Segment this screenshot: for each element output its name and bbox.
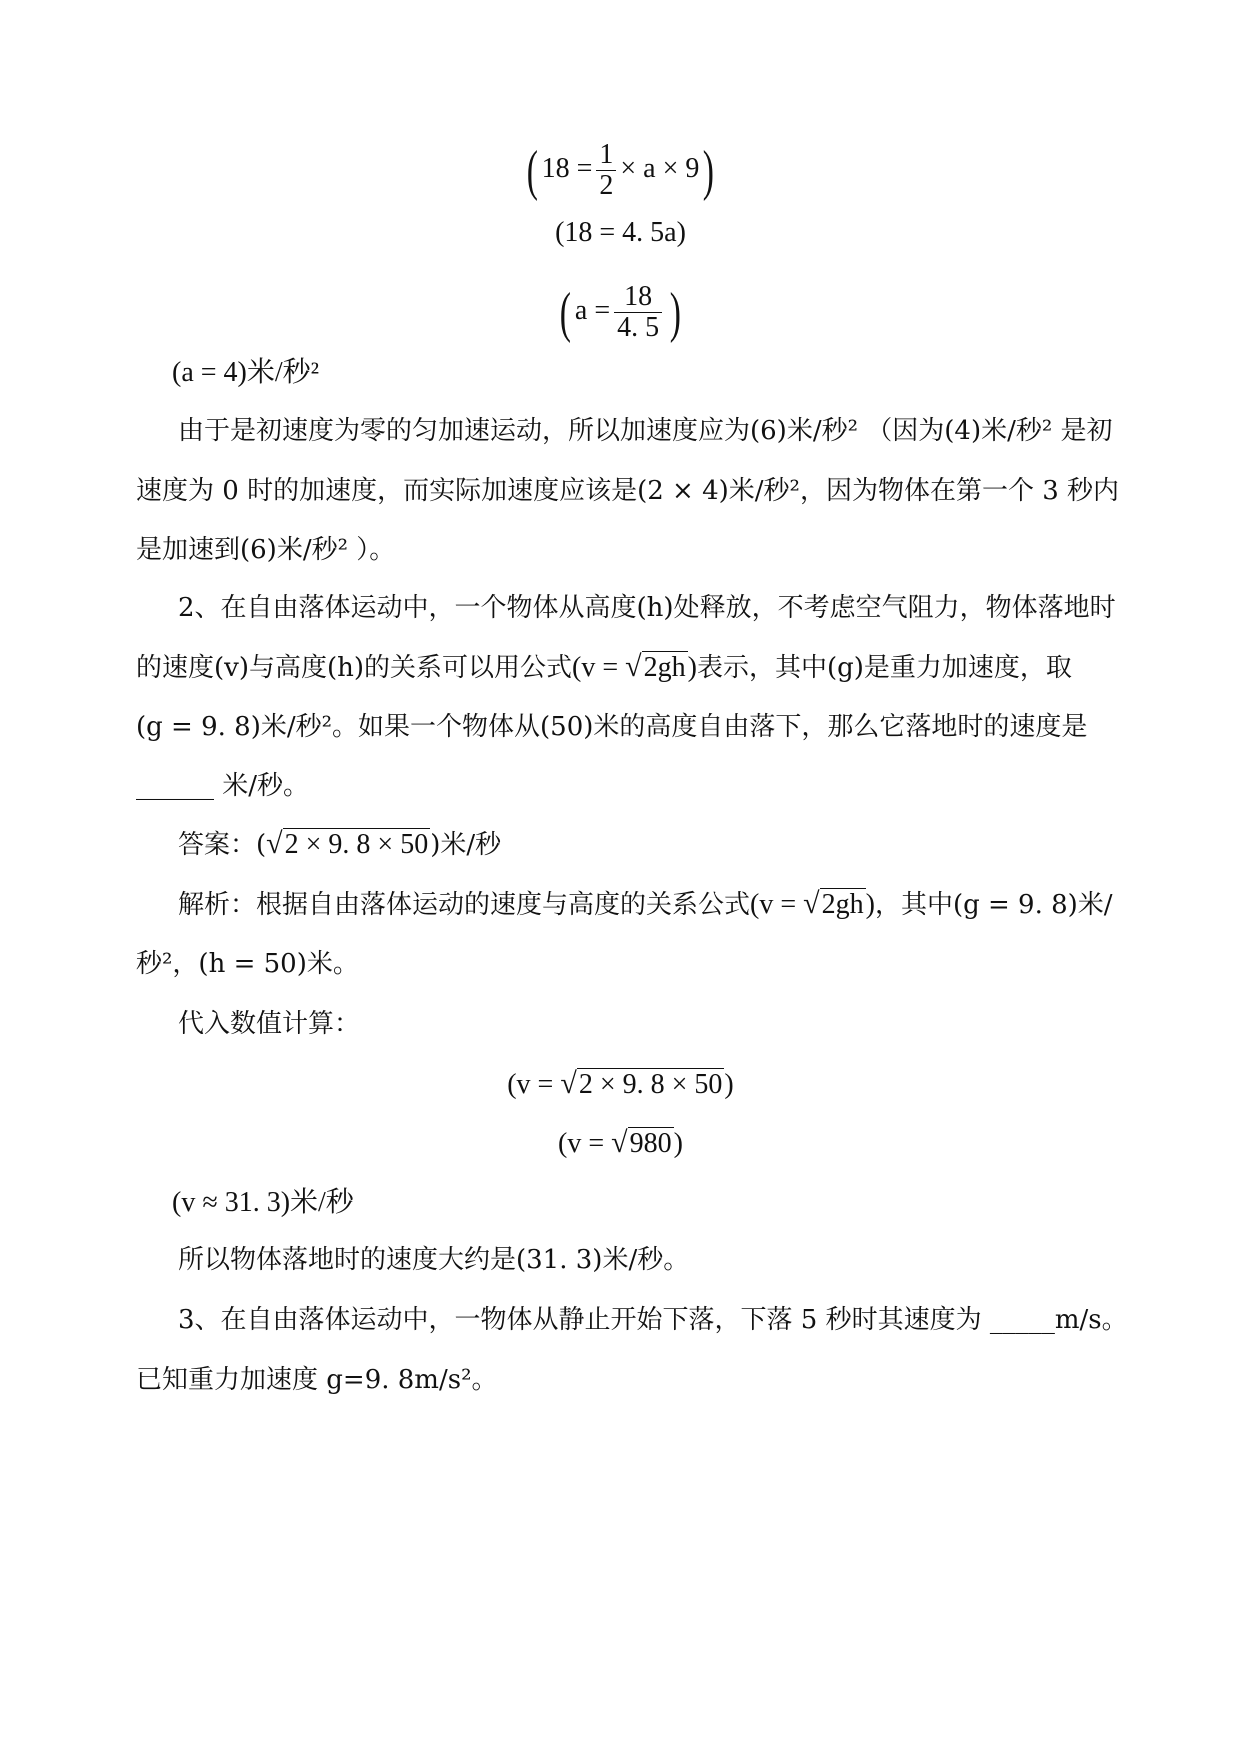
paragraph-1-line-3: 是加速到(6)米/秒² ）。 — [136, 535, 396, 565]
calculation-2: (v = √980) — [0, 1123, 1241, 1164]
equation-2: (18 = 4. 5a) — [555, 217, 686, 248]
question-2-line-2: 的速度(v)与高度(h)的关系可以用公式(v = √2gh)表示，其中(g)是重力加速度，取 — [136, 647, 1072, 688]
paragraph-1-line-2: 速度为 0 时的加速度，而实际加速度应该是(2 × 4)米/秒²，因为物体在第一个 3 秒内 — [136, 476, 1120, 506]
conclusion-line: 所以物体落地时的速度大约是(31. 3)米/秒。 — [178, 1245, 690, 1275]
calculation-1: (v = √2 × 9. 8 × 50) — [0, 1064, 1241, 1105]
question-3-line-2: 已知重力加速度 g=9. 8m/s²。 — [136, 1365, 498, 1395]
fraction: $\frac{18}{4. 5}$ — [614, 282, 662, 343]
analysis-line-1: 解析：根据自由落体运动的速度与高度的关系公式(v = √2gh)，其中(g = 9. 8)米/ — [178, 884, 1113, 925]
calculation-3: (v ≈ 31. 3)米/秒 — [172, 1187, 354, 1218]
fraction: $\frac{1}{2}$ — [596, 140, 616, 201]
sqrt: √2gh — [625, 650, 686, 683]
question-2-line-4: ______ 米/秒。 — [136, 771, 310, 801]
question-2-line-3: (g = 9. 8)米/秒²。如果一个物体从(50)米的高度自由落下，那么它落地时的速度是 — [136, 712, 1088, 742]
sqrt: √2gh — [803, 887, 864, 920]
sqrt: √2 × 9. 8 × 50 — [266, 827, 429, 860]
equation-4: (a = 4)米/秒² — [172, 357, 320, 388]
paragraph-1-line-1: 由于是初速度为零的匀加速运动，所以加速度应为(6)米/秒² （因为(4)米/秒² 是初 — [178, 416, 1113, 446]
sqrt: √2 × 9. 8 × 50 — [560, 1067, 723, 1100]
analysis-line-2: 秒²，(h = 50)米。 — [136, 949, 359, 979]
sqrt: √980 — [611, 1126, 672, 1159]
question-3-line-1: 3、在自由落体运动中，一物体从静止开始下落，下落 5 秒时其速度为 _____m/s。 — [178, 1305, 1128, 1335]
equation-1: ( 18 = $\frac{1}{2}$ × a × 9) — [526, 139, 715, 202]
compute-label: 代入数值计算： — [178, 1009, 361, 1039]
equation-3: ( a = $\frac{18}{4. 5}$ ) — [559, 281, 682, 344]
answer-line: 答案：(√2 × 9. 8 × 50)米/秒 — [178, 824, 501, 865]
question-2-line-1: 2、在自由落体运动中，一个物体从高度(h)处释放，不考虑空气阻力，物体落地时 — [178, 593, 1116, 623]
